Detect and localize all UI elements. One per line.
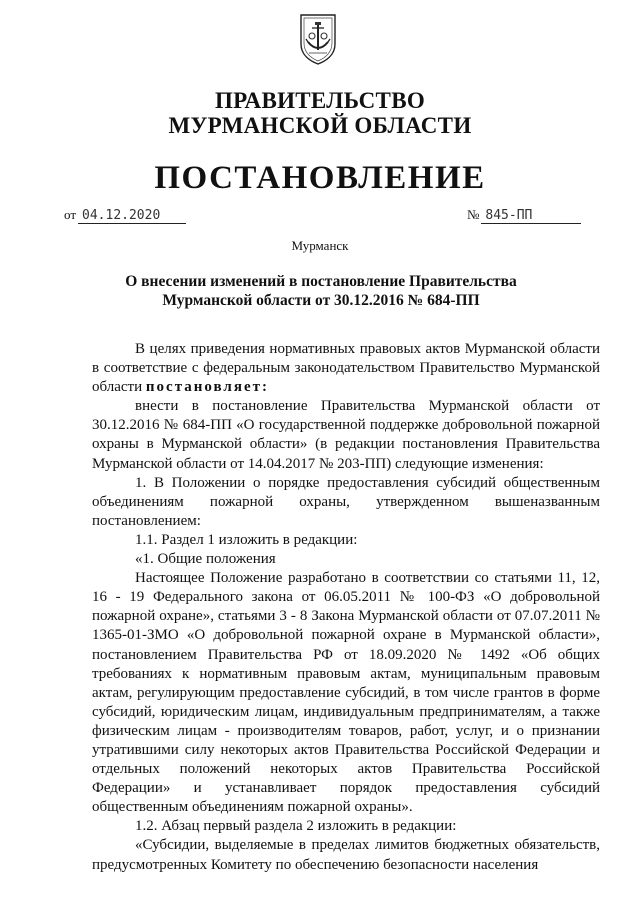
number-prefix: №: [467, 207, 480, 222]
number-field: [467, 207, 581, 224]
date-prefix: от: [64, 207, 77, 222]
resolve-word: постановляет:: [145, 379, 269, 396]
document-subject: О внесении изменений в постановление Правительства Мурманской области от 30.12.2016 № 684-ПП: [125, 273, 517, 309]
paragraph: Настоящее Положение разработано в соответствии со статьями 11, 12, 16 - 19 Федерального закона от 06.05.2011 № 100-ФЗ «О добровольной пожарной охране», статьями 3 - 8 Закона Мурманской области от 07.07.2011 № 1365-01-ЗМО «О добровольной пожарной охране в Мурманской области», постановлением Правительства РФ от 18.09.2020 № 1492 «Об общих требованиях к нормативным правовым актам, муниципальным правовым актам, регулирующим предоставление субсидий, в том числе грантов в форме субсидий, юридическим лицам, индивидуальным предпринимателям, а также физическим лицам - производителям товаров, работ, услуг, и о признании утратившими силу некоторых актов Правительства Российской Федерации и отдельных положений некоторых актов Правительства Российской Федерации» и устанавливает порядок предоставления субсидий общественным объединениям пожарной охраны».: [92, 570, 600, 816]
date-field: [64, 207, 186, 224]
paragraph: 1.2. Абзац первый раздела 2 изложить в редакции:: [135, 818, 457, 835]
paragraph: внести в постановление Правительства Мурманской области от 30.12.2016 № 684-ПП «О государственной поддержке добровольной пожарной охраны в Мурманской области» (в редакции постановления Правительства Мурманской области от 14.04.2017 № 203-ПП) следующие изменения:: [92, 398, 600, 472]
document-type-title: ПОСТАНОВЛЕНИЕ: [154, 160, 486, 196]
paragraph: «Субсидии, выделяемые в пределах лимитов бюджетных обязательств, предусмотренных Комитету по обеспечению безопасности населения: [92, 837, 600, 873]
number-value: 845-ПП: [481, 208, 581, 224]
org-name-line2: МУРМАНСКОЙ ОБЛАСТИ: [168, 113, 472, 138]
org-name-line1: ПРАВИТЕЛЬСТВО: [214, 88, 426, 113]
city-name: Мурманск: [291, 238, 349, 253]
date-value: 04.12.2020: [78, 208, 186, 224]
paragraph-preamble: [92, 340, 600, 397]
coat-of-arms-icon: [298, 12, 338, 66]
paragraph: 1.1. Раздел 1 изложить в редакции:: [135, 531, 358, 548]
preamble-text: В целях приведения нормативных правовых актов Мурманской области в соответствие с федеральным законодательством Правительство Мурманской области: [92, 341, 600, 396]
document-body: [92, 340, 600, 875]
paragraph: «1. Общие положения: [135, 551, 276, 568]
paragraph: 1. В Положении о порядке предоставления субсидий общественным объединениям пожарной охраны, утвержденном вышеназванным постановлением:: [92, 474, 600, 529]
